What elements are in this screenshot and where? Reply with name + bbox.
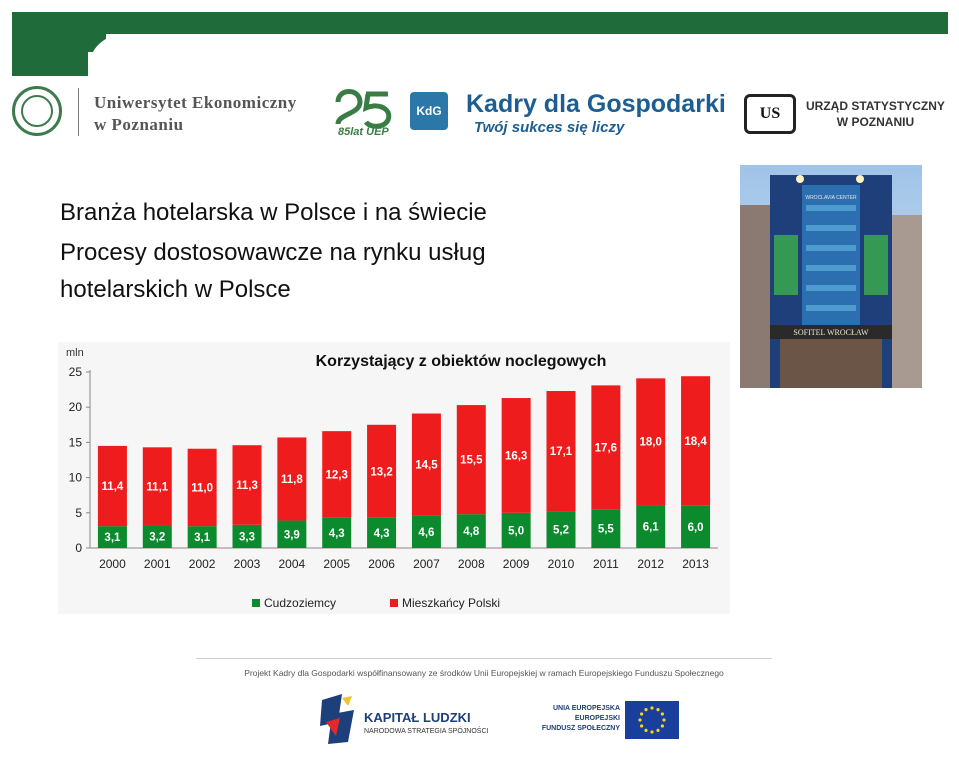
university-name-line2: w Poznaniu: [94, 115, 184, 134]
bar-data-label: 14,5: [415, 459, 438, 472]
bar-data-label: 5,2: [553, 524, 569, 537]
bar-data-label: 6,1: [642, 521, 659, 534]
gus-logo-icon: US: [744, 94, 796, 134]
gus-name: [806, 98, 945, 130]
x-tick-label: 2009: [502, 557, 530, 571]
bar-data-label: 5,0: [508, 525, 525, 538]
x-tick-label: 2008: [457, 557, 485, 571]
x-tick-label: 2005: [323, 557, 351, 571]
chart: [58, 342, 730, 614]
photo-sign-top: WROCLAVIA CENTER: [805, 195, 857, 201]
x-tick-label: 2010: [547, 557, 575, 571]
eu-star-icon: [640, 712, 643, 715]
x-tick-label: 2002: [188, 557, 216, 571]
bar-data-label: 18,0: [639, 436, 662, 449]
bar-data-label: 12,3: [325, 469, 348, 482]
eu-star-icon: [638, 718, 641, 721]
bar-data-label: 4,3: [328, 527, 345, 540]
anniversary-text: 85lat UEP: [338, 126, 389, 138]
y-tick-label: 20: [68, 400, 82, 415]
x-tick-label: 2012: [637, 557, 665, 571]
kapital-ludzki-title: KAPITAŁ LUDZKI: [364, 710, 471, 725]
eu-flag-icon: [625, 701, 679, 739]
bar-data-label: 3,3: [239, 531, 255, 544]
logo-divider: [78, 88, 79, 136]
eu-star-icon: [644, 708, 647, 711]
top-banner-notch: [12, 34, 88, 76]
kapital-ludzki-logo-icon: [318, 692, 358, 746]
hotel-photo: [740, 165, 922, 388]
legend-label: Cudzoziemcy: [264, 596, 337, 610]
logo-strip: [0, 78, 959, 150]
eu-star-icon: [656, 708, 659, 711]
x-tick-label: 2013: [682, 557, 709, 571]
bar-data-label: 3,1: [104, 532, 121, 545]
eu-star-icon: [650, 730, 653, 733]
x-tick-label: 2004: [278, 557, 306, 571]
x-tick-label: 2001: [143, 557, 171, 571]
photo-sign-bottom: SOFITEL WROCŁAW: [793, 328, 869, 337]
bar-data-label: 3,9: [283, 529, 300, 542]
eu-star-icon: [661, 712, 664, 715]
chart-unit-label: mln: [66, 347, 84, 359]
bar-data-label: 3,1: [194, 532, 211, 545]
eu-star-icon: [650, 706, 653, 709]
bar-data-label: 4,6: [418, 526, 435, 539]
y-tick-label: 0: [75, 541, 82, 555]
y-tick-label: 25: [68, 365, 82, 379]
bar-data-label: 13,2: [370, 466, 393, 479]
eu-star-icon: [662, 718, 665, 721]
eu-star-icon: [656, 729, 659, 732]
bar-data-label: 15,5: [460, 454, 483, 467]
y-tick-label: 15: [68, 435, 82, 450]
eu-line1: UNIA EUROPEJSKA: [552, 705, 620, 712]
bar-data-label: 17,6: [594, 442, 618, 455]
y-tick-label: 10: [68, 470, 82, 485]
bar-data-label: 11,8: [280, 474, 303, 487]
bar-data-label: 18,4: [684, 435, 707, 448]
bar-data-label: 6,0: [687, 521, 704, 534]
bar-data-label: 3,2: [149, 531, 166, 544]
top-banner-bar: [12, 12, 948, 34]
university-name: [94, 92, 297, 136]
kdg-logo-icon: KdG: [410, 92, 448, 130]
bar-data-label: 17,1: [549, 446, 573, 459]
bar-data-label: 11,4: [101, 481, 124, 494]
eu-star-icon: [661, 724, 664, 727]
kapital-ludzki-subtitle: NARODOWA STRATEGIA SPÓJNOŚCI: [364, 728, 489, 735]
bar-data-label: 16,3: [504, 450, 528, 463]
x-tick-label: 2003: [233, 557, 261, 571]
y-tick-label: 5: [75, 505, 82, 520]
bar-data-label: 5,5: [597, 523, 614, 536]
x-tick-label: 2007: [413, 557, 440, 571]
legend-swatch: [390, 599, 398, 607]
bar-data-label: 11,0: [191, 482, 214, 495]
x-tick-label: 2006: [368, 557, 395, 571]
footer-project-text: Projekt Kadry dla Gospodarki współfinansowany ze środków Unii Europejskiej w ramach Europejskiego Funduszu Społecznego: [244, 668, 724, 678]
gus-name-line2: W POZNANIU: [836, 115, 915, 129]
footer-divider: [196, 658, 772, 659]
slide-subtitle: Procesy dostosowawcze na rynku usług hotelarskich w Polsce: [60, 239, 486, 303]
eu-star-icon: [640, 724, 643, 727]
x-tick-label: 2000: [99, 557, 126, 571]
x-tick-label: 2011: [592, 557, 619, 571]
university-name-line1: Uniwersytet Ekonomiczny: [94, 93, 297, 112]
bar-data-label: 11,3: [236, 479, 258, 492]
bar-data-label: 11,1: [146, 481, 169, 494]
eu-line2: EUROPEJSKI: [574, 715, 620, 722]
university-seal-icon: [12, 86, 62, 136]
eu-star-icon: [644, 729, 647, 732]
kdg-title: Kadry dla Gospodarki: [466, 90, 726, 118]
bar-data-label: 4,3: [373, 527, 390, 540]
legend-swatch: [252, 599, 260, 607]
legend-label: Mieszkańcy Polski: [402, 596, 501, 610]
eu-line3: FUNDUSZ SPOŁECZNY: [541, 725, 620, 732]
chart-title: Korzystający z obiektów noclegowych: [315, 353, 607, 370]
bar-data-label: 4,8: [463, 526, 480, 539]
gus-name-line1: URZĄD STATYSTYCZNY: [806, 99, 945, 113]
kdg-slogan: Twój sukces się liczy: [474, 119, 625, 136]
eu-fund-text: [530, 704, 620, 734]
slide-title: Branża hotelarska w Polsce i na świecie: [60, 199, 487, 226]
